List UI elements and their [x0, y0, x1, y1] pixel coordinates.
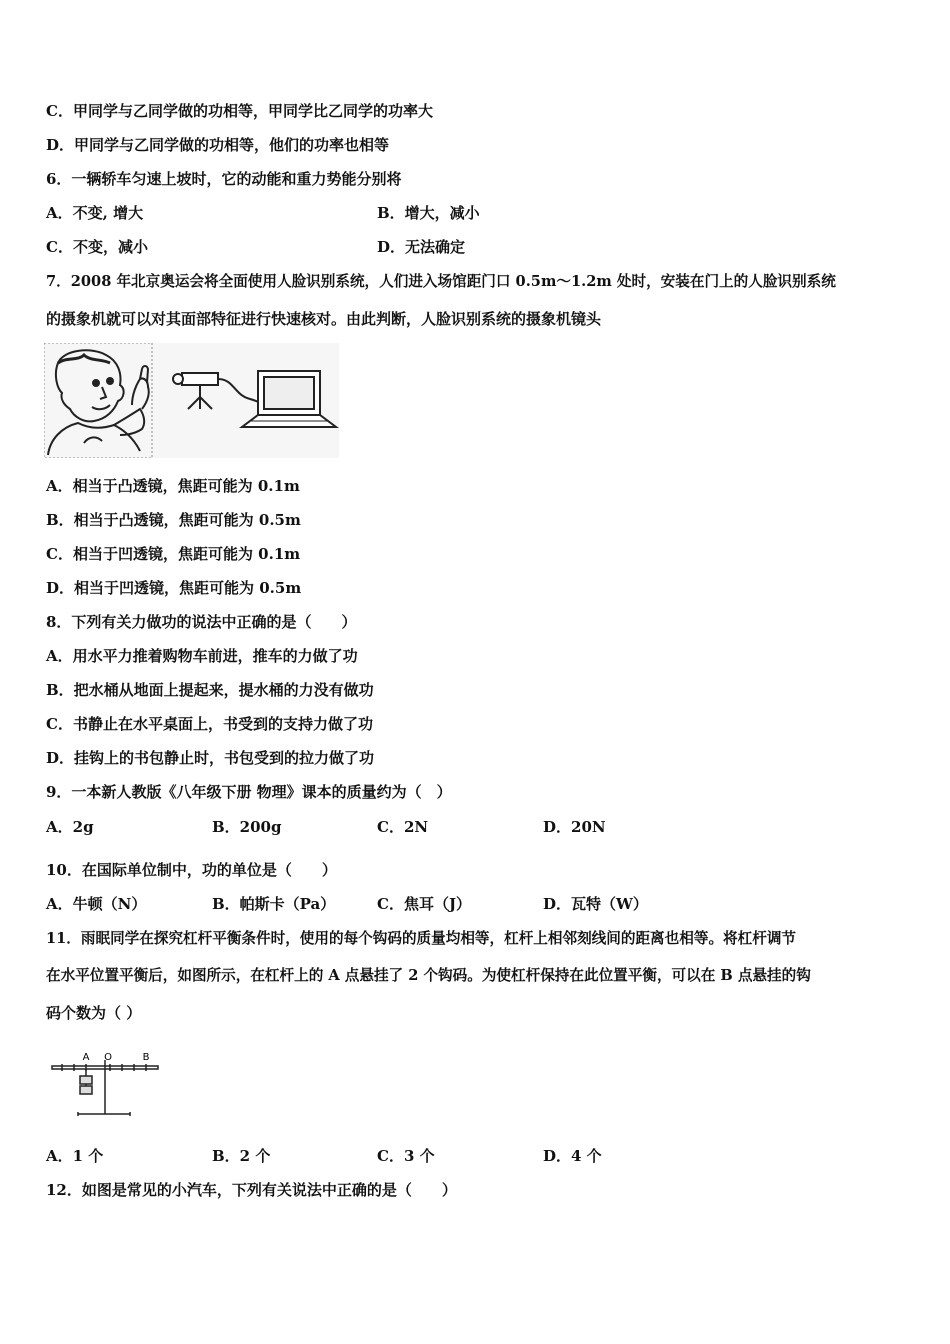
q5-option-d: D．甲同学与乙同学做的功相等，他们的功率也相等 — [46, 136, 390, 154]
q6-option-b: B．增大，减小 — [377, 204, 480, 222]
lever-label-b: B — [142, 1052, 150, 1063]
q8-option-b: B．把水桶从地面上提起来，提水桶的力没有做功 — [46, 681, 374, 699]
q8-option-c: C．书静止在水平桌面上，书受到的支持力做了功 — [46, 715, 373, 733]
q5-option-c: C．甲同学与乙同学做的功相等，甲同学比乙同学的功率大 — [46, 102, 433, 120]
q12-stem: 12．如图是常见的小汽车，下列有关说法中正确的是（ ） — [46, 1181, 457, 1199]
q9-option-b: B．200g — [212, 818, 282, 836]
q11-option-b: B．2 个 — [212, 1147, 271, 1165]
q7-option-d: D．相当于凹透镜，焦距可能为 0.5m — [46, 579, 302, 597]
q11-stem-line-2: 在水平位置平衡后，如图所示，在杠杆上的 A 点悬挂了 2 个钩码。为使杠杆保持在此位置平衡，可以在 B 点悬挂的钩 — [46, 967, 811, 984]
q9-option-d: D．20N — [543, 818, 606, 836]
q6-stem: 6．一辆轿车匀速上坡时，它的动能和重力势能分别将 — [46, 170, 402, 188]
q10-stem: 10．在国际单位制中，功的单位是（ ） — [46, 861, 337, 879]
q9-option-a: A．2g — [46, 818, 94, 836]
q11-option-a: A．1 个 — [46, 1147, 104, 1165]
q7-option-b: B．相当于凸透镜，焦距可能为 0.5m — [46, 511, 301, 529]
q8-stem: 8．下列有关力做功的说法中正确的是（ ） — [46, 613, 357, 631]
q10-option-c: C．焦耳（J） — [377, 895, 472, 913]
lever-figure — [48, 1048, 164, 1120]
q11-option-d: D．4 个 — [543, 1147, 602, 1165]
q11-stem-line-1: 11．雨眠同学在探究杠杆平衡条件时，使用的每个钩码的质量均相等，杠杆上相邻刻线间的距离也相等。将杠杆调节 — [46, 930, 797, 947]
lever-label-a: A — [82, 1052, 90, 1063]
q10-option-b: B．帕斯卡（Pa） — [212, 895, 336, 913]
q7-option-c: C．相当于凹透镜，焦距可能为 0.1m — [46, 545, 301, 563]
q9-option-c: C．2N — [377, 818, 429, 836]
q10-option-d: D．瓦特（W） — [543, 895, 648, 913]
q6-option-a: A．不变, 增大 — [46, 204, 144, 222]
lever-label-o: O — [104, 1052, 112, 1063]
q8-option-a: A．用水平力推着购物车前进，推车的力做了功 — [46, 647, 358, 665]
q11-stem-line-3: 码个数为（ ） — [46, 1004, 142, 1022]
q6-option-c: C．不变，减小 — [46, 238, 148, 256]
q7-stem-line-1: 7．2008 年北京奥运会将全面使用人脸识别系统，人们进入场馆距门口 0.5m～1.2m 处时，安装在门上的人脸识别系统 — [46, 273, 836, 290]
q7-option-a: A．相当于凸透镜，焦距可能为 0.1m — [46, 477, 300, 495]
q9-stem: 9．一本新人教版《八年级下册 物理》课本的质量约为（ ） — [46, 783, 452, 801]
q11-option-c: C．3 个 — [377, 1147, 435, 1165]
q7-stem-line-2: 的摄象机就可以对其面部特征进行快速核对。由此判断，人脸识别系统的摄象机镜头 — [46, 310, 602, 328]
face-recognition-figure — [44, 343, 339, 458]
q10-option-a: A．牛顿（N） — [46, 895, 147, 913]
q6-option-d: D．无法确定 — [377, 238, 466, 256]
q8-option-d: D．挂钩上的书包静止时，书包受到的拉力做了功 — [46, 749, 375, 767]
